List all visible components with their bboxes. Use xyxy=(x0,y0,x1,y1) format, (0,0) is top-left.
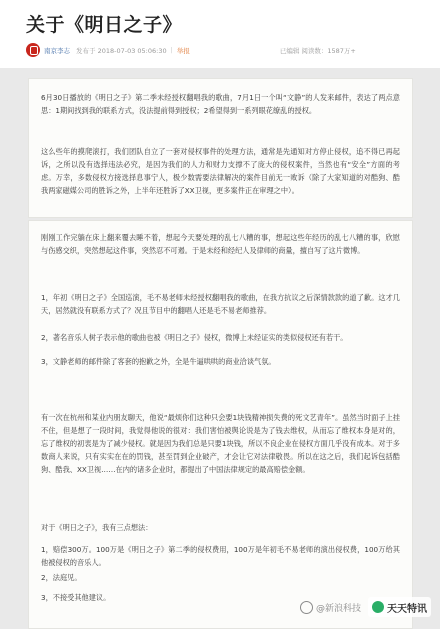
intro-paragraph: 6月30日播放的《明日之子》第二季未经授权翻唱我的歌曲，7月1日一个叫“文静”的人发来邮件，表达了两点意思：1期间找到我的联系方式，没法提前得到授权；2希望得到一系列眼花缭乱的授权。 xyxy=(41,93,400,115)
point-3: 3，文静老师的邮件除了客套的抱歉之外，全是牛逼哄哄的商业洽谈气氛。 xyxy=(41,357,276,366)
weibo-watermark-text: @新浪科技 xyxy=(316,604,362,614)
weibo-icon xyxy=(300,601,313,614)
article-meta xyxy=(26,42,356,58)
statement-card-main xyxy=(28,220,413,629)
point-1: 1，年初《明日之子》全国巡演，毛不易老师未经授权翻唱我的歌曲，在我方抗议之后深情款款的道了歉。这才几天，居然就没有联系方式了？况且节目中的翻唱人还是毛不易老师推荐。 xyxy=(41,293,400,315)
demand-2: 2，法庭见。 xyxy=(41,573,82,582)
meta-divider: | xyxy=(170,46,173,54)
wechat-watermark-text: 天天特讯 xyxy=(387,603,427,615)
article-title: 关于《明日之子》 xyxy=(26,14,183,36)
author-link[interactable]: 南京李志 xyxy=(44,46,70,55)
demand-1: 1，赔偿300万。100万是《明日之子》第二季的侵权费用，100万是年初毛不易老师的演出侵权费，100万给其他被侵权的音乐人。 xyxy=(41,545,400,567)
article-header xyxy=(0,0,440,68)
demand-3: 3，不接受其他建议。 xyxy=(41,593,111,602)
paragraph-4: 对于《明日之子》，我有三点想法： xyxy=(41,523,153,532)
paragraph-3: 有一次在杭州和某业内朋友聊天，他说“最烦你们这种只会要1块钱精神损失费的死文艺青年”。虽然当时面子上挂不住，但是想了一段时间，我觉得他说的很对：我们害怕被舆论说是为了钱去维权，从而忘了维权本身是对的，忘了维权的初衷是为了减少侵权。就是因为我们总是只要1块钱，所以不良企业在侵权方面几乎没有成本。对于多数商人来说，只有实实在在的罚钱，甚至罚到企业破产，才会让它对法律敬畏。所以在这之后，我们起诉包括酷狗、酷我、XX卫视……在内的诸多企业时，都提出了中国法律规定的最高赔偿金额。 xyxy=(41,413,400,474)
wechat-watermark xyxy=(368,597,431,617)
avatar[interactable] xyxy=(26,43,40,57)
report-link[interactable]: 举报 xyxy=(176,46,190,55)
point-2: 2，著名音乐人树子表示他的歌曲也被《明日之子》侵权，微博上未经证实的类似侵权还有若干。 xyxy=(41,333,348,342)
statement-card-top xyxy=(28,78,413,218)
read-stats: 已编辑 阅读数：1587万+ xyxy=(279,46,356,55)
publish-time: 发布于 2018-07-03 05:06:30 xyxy=(76,46,167,55)
paragraph-2: 刚刚工作完躺在床上翻来覆去睡不着，想起今天要处理的乱七八糟的事，想起这些年经历的乱七八糟的事，欣慰与伤感交织，突然想起这件事，突然忍不可遏。于是未经和经纪人及律师的商量，擅自写了这片微博。 xyxy=(41,233,400,255)
wechat-icon xyxy=(372,601,384,613)
paragraph-1: 这么些年的摸爬滚打，我们团队自立了一套对侵权事件的处理方法，通常是先通知对方停止侵权，追不得已再起诉，之所以没有选择违法必究，是因为我们的人力和财力支撑不了庞大的侵权案件，当然也有“安全”方面的考虑。万幸，多数侵权方接选择息事宁人，极少数需要法律解决的案件目前无一败诉（除了大家知道的对酷狗、酷我两家磁媒公司的胜诉之外，上半年还胜诉了XX卫视，更多案件正在审理之中）。 xyxy=(41,147,400,195)
weibo-watermark xyxy=(300,601,361,614)
